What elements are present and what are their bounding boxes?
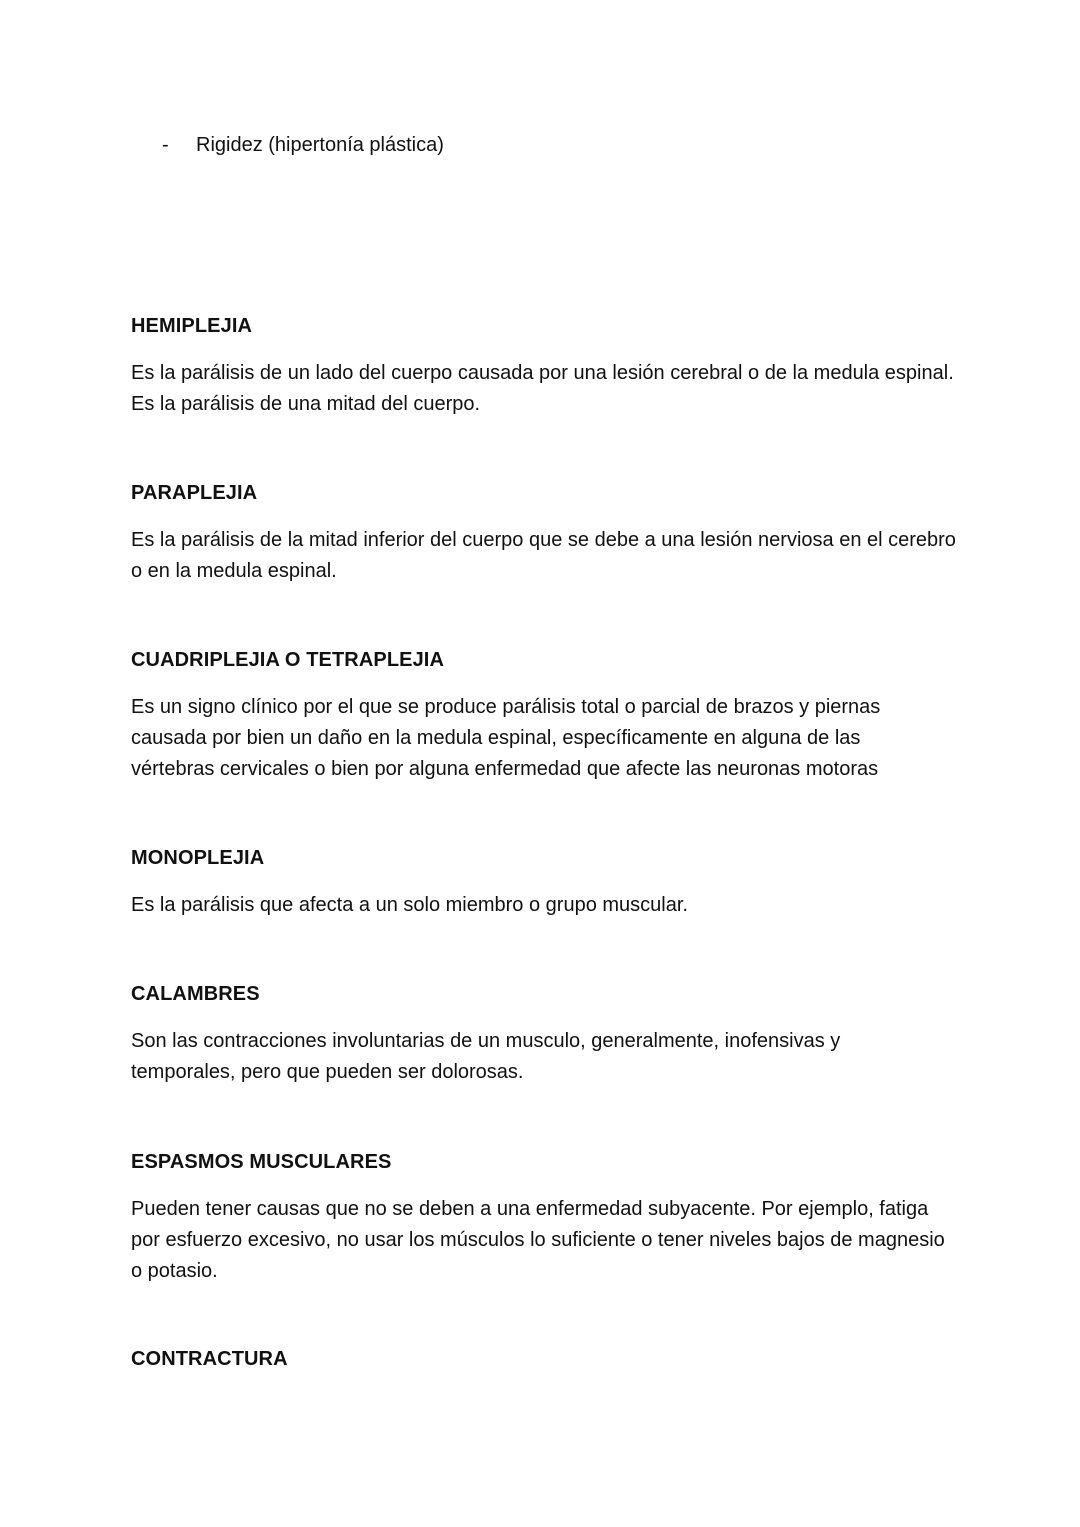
- section-body: Es la parálisis de un lado del cuerpo causada por una lesión cerebral o de la medula espinal. Es la parálisis de una mitad del cuerpo.: [131, 362, 954, 415]
- bullet-item: [162, 131, 444, 159]
- section-cuadriplejia: [131, 647, 971, 785]
- section-heading: PARAPLEJIA: [131, 482, 258, 504]
- section-heading: CALAMBRES: [131, 983, 260, 1005]
- section-body: Es un signo clínico por el que se produce parálisis total o parcial de brazos y piernas causada por bien un daño en la medula espinal, específicamente en alguna de las vértebras cervicales o bien por alguna enfermedad que afecte las neuronas motoras: [131, 696, 881, 780]
- section-body: Son las contracciones involuntarias de un musculo, generalmente, inofensivas y temporales, pero que pueden ser dolorosas.: [131, 1030, 841, 1083]
- section-heading: ESPASMOS MUSCULARES: [131, 1151, 392, 1173]
- section-calambres: [131, 981, 971, 1088]
- section-body: Es la parálisis que afecta a un solo miembro o grupo muscular.: [131, 894, 688, 916]
- section-hemiplejia: [131, 313, 971, 420]
- section-monoplejia: [131, 845, 971, 921]
- section-contractura: [131, 1346, 971, 1372]
- section-body: Pueden tener causas que no se deben a una enfermedad subyacente. Por ejemplo, fatiga por esfuerzo excesivo, no usar los músculos lo suficiente o tener niveles bajos de magnesio o potasio.: [131, 1198, 945, 1282]
- section-heading: HEMIPLEJIA: [131, 315, 253, 337]
- section-heading: CONTRACTURA: [131, 1348, 288, 1370]
- bullet-dash: -: [162, 134, 169, 156]
- section-heading: CUADRIPLEJIA O TETRAPLEJIA: [131, 649, 445, 671]
- section-heading: MONOPLEJIA: [131, 847, 265, 869]
- section-body: Es la parálisis de la mitad inferior del cuerpo que se debe a una lesión nerviosa en el cerebro o en la medula espinal.: [131, 529, 956, 582]
- section-espasmos-musculares: [131, 1149, 971, 1287]
- bullet-text: Rigidez (hipertonía plástica): [196, 134, 444, 156]
- section-paraplejia: [131, 480, 971, 587]
